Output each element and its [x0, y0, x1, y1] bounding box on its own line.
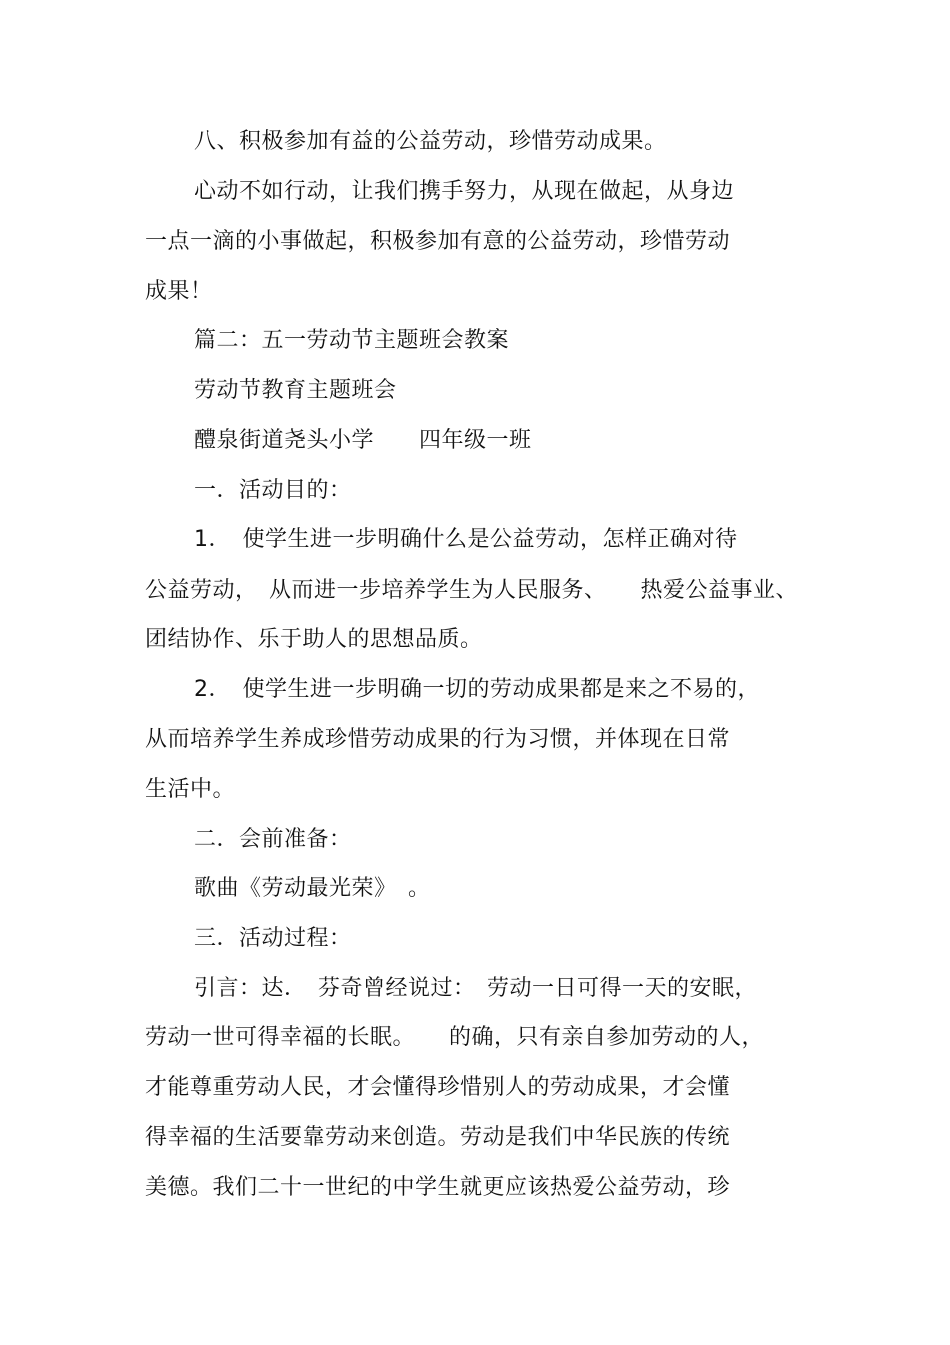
text-line: 引言：达． 芬奇曾经说过： 劳动一日可得一天的安眠，: [194, 976, 758, 1001]
section-heading: 三．活动过程：: [194, 926, 352, 951]
text-line: 得幸福的生活要靠劳动来创造。劳动是我们中华民族的传统: [145, 1125, 731, 1150]
text-line: 八、积极参加有益的公益劳动，珍惜劳动成果。: [194, 129, 667, 154]
text-line: 2． 使学生进一步明确一切的劳动成果都是来之不易的，: [194, 677, 760, 702]
text-line: 劳动一世可得幸福的长眠。 的确，只有亲自参加劳动的人，: [145, 1025, 765, 1050]
text-line: 1． 使学生进一步明确什么是公益劳动，怎样正确对待: [194, 527, 738, 552]
text-line: 才能尊重劳动人民，才会懂得珍惜别人的劳动成果，才会懂: [145, 1075, 731, 1100]
text-line: 公益劳动， 从而进一步培养学生为人民服务、 热爱公益事业、: [145, 578, 799, 603]
section-heading: 二．会前准备：: [194, 827, 352, 852]
text-line: 歌曲《劳动最光荣》 。: [194, 876, 431, 901]
text-line: 劳动节教育主题班会: [194, 378, 397, 403]
section-heading: 篇二：五一劳动节主题班会教案: [194, 328, 510, 353]
text-line: 从而培养学生养成珍惜劳动成果的行为习惯，并体现在日常: [145, 727, 731, 752]
text-line: 成果！: [145, 279, 213, 304]
text-line: 团结协作、乐于助人的思想品质。: [145, 627, 483, 652]
text-line: 一点一滴的小事做起，积极参加有意的公益劳动，珍惜劳动: [145, 229, 731, 254]
text-line: 心动不如行动，让我们携手努力，从现在做起，从身边: [194, 179, 735, 204]
text-line: 生活中。: [145, 777, 236, 802]
text-line: 美德。我们二十一世纪的中学生就更应该热爱公益劳动，珍: [145, 1175, 731, 1200]
section-heading: 一．活动目的：: [194, 478, 352, 503]
text-line: 醴泉街道尧头小学 四年级一班: [194, 428, 532, 453]
